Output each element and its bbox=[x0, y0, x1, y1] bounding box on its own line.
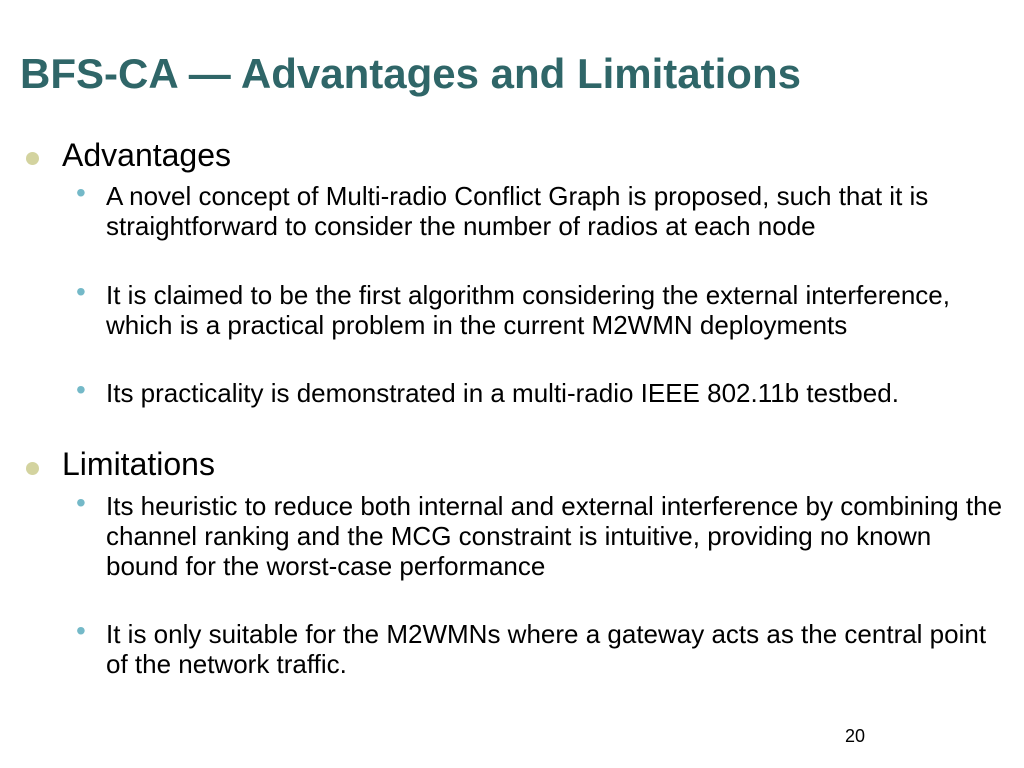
item-bullet-icon: • bbox=[76, 374, 86, 405]
item-bullet-icon: • bbox=[76, 487, 86, 518]
section-heading-limitations: Limitations bbox=[62, 446, 215, 482]
section-bullet-icon bbox=[26, 462, 39, 475]
list-item-advantage-2: It is claimed to be the first algorithm considering the external interference, which is a practical problem in the current M2WMN deployments bbox=[106, 280, 950, 340]
list-item-limitation-2: It is only suitable for the M2WMNs where a gateway acts as the central point of the network traffic. bbox=[106, 619, 987, 679]
list-item-advantage-3: Its practicality is demonstrated in a multi-radio IEEE 802.11b testbed. bbox=[106, 378, 899, 408]
section-heading-advantages: Advantages bbox=[62, 137, 232, 173]
item-bullet-icon: • bbox=[76, 615, 86, 646]
list-item-limitation-1: Its heuristic to reduce both internal and external interference by combining the channel ranking and the MCG constraint is intuitive, providing no known bound for the worst-case performance bbox=[106, 491, 1003, 581]
item-bullet-icon: • bbox=[76, 276, 86, 307]
slide-title: BFS-CA — Advantages and Limitations bbox=[20, 50, 801, 97]
section-bullet-icon bbox=[26, 152, 39, 165]
item-bullet-icon: • bbox=[76, 177, 86, 208]
list-item-advantage-1: A novel concept of Multi-radio Conflict Graph is proposed, such that it is straightforward to consider the number of radios at each node bbox=[106, 181, 929, 241]
page-number: 20 bbox=[845, 726, 866, 746]
